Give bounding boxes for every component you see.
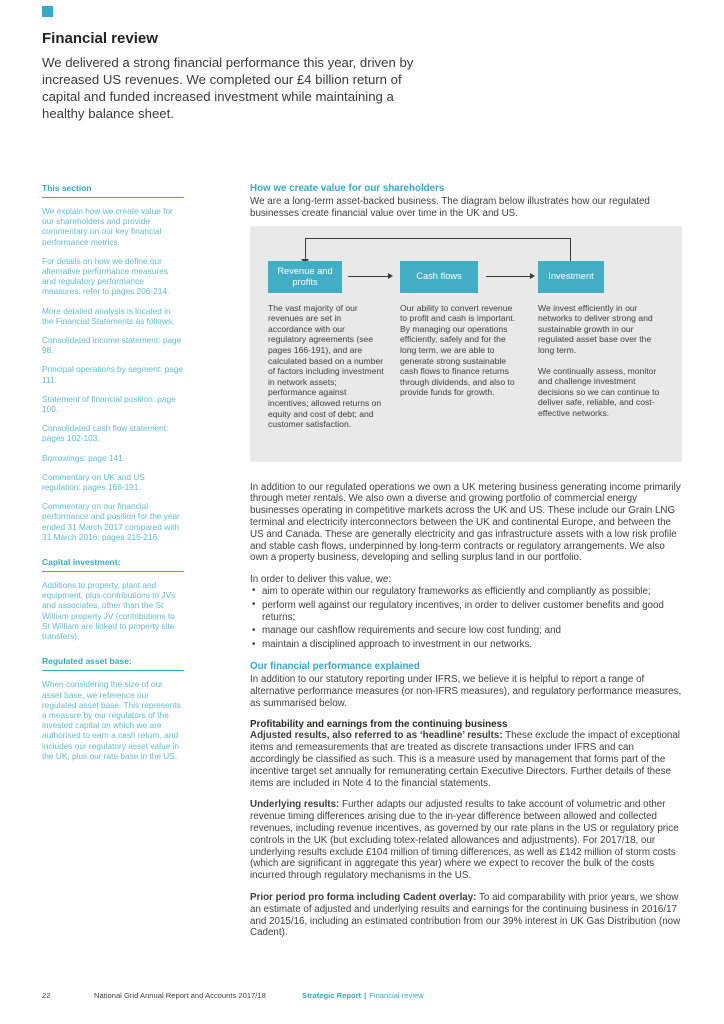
page-footer: [42, 991, 682, 1000]
diagram-box-investment: Investment: [538, 261, 604, 293]
sidebar-heading-capital-investment: Capital investment:: [42, 557, 184, 572]
bullets-intro: In order to deliver this value, we:: [250, 574, 392, 586]
sidebar: [42, 183, 184, 770]
sidebar-capital-text: Additions to property, plant and equipment, plus contributions to JVs and associates, other than the St William property JV (contributions to St William are linked to property site transfers).: [42, 580, 176, 642]
sidebar-note: For details on how we define our alternative performance measures and regulatory performance measures, refer to pages 206-214.: [42, 255, 170, 297]
value-intro: We are a long-term asset-backed business. The diagram below illustrates how our regulated businesses create financial value over time in the UK and US.: [250, 196, 650, 219]
sidebar-note: We explain how we create value for our shareholders and provide commentary on our key financial performance metrics.: [42, 206, 173, 247]
footer-section-label: Strategic Report: [302, 991, 362, 1000]
para-proforma: [250, 892, 682, 939]
page-number: 22: [42, 991, 51, 1000]
para-underlying-results: [250, 799, 682, 882]
sidebar-note: Commentary on our financial performance and position for the year ended 31 March 2017 compared with 31 March 2016: pages 215-216.: [42, 501, 180, 542]
para-adjusted-results: [250, 730, 682, 789]
list-item: • maintain a disciplined approach to investment in our networks.: [250, 639, 682, 651]
sidebar-note: Consolidated cash flow statement: pages 102-103.: [42, 423, 169, 444]
diagram-text-revenue: The vast majority of our revenues are set in accordance with our regulatory agreements (see pages 166-191), and are calculated based on a number of factors including investment in network assets; performance against incentives; allowed returns on equity and cost of debt; and customer satisfaction.: [268, 302, 384, 430]
sidebar-note: Statement of financial position: page 100.: [42, 393, 176, 415]
page-corner-mark: [42, 6, 53, 17]
footer-page-title: Financial review: [369, 991, 424, 1000]
section-heading-performance-explained: Our financial performance explained: [250, 660, 420, 672]
underlying-results-text: Further adapts our adjusted results to take account of volumetric and other revenue timing differences arising due to the in-year difference between allowed and collected revenues, including revenue incentives, as governed by our rate plans in the US or regulatory price controls in the UK (but excluding totex-related allowances and adjustments). For 2017/18, our underlying results exclude £104 million of timing differences, as well as £142 million of storm costs (which are significant in aggregate this year) where we expect to recover the bulk of the costs incurred through regulatory mechanisms in the US.: [250, 799, 679, 882]
list-item: • aim to operate within our regulatory frameworks as efficiently and compliantly as possible;: [250, 586, 682, 598]
page-title: Financial review: [42, 30, 158, 47]
section-heading-value-creation: How we create value for our shareholders: [250, 183, 445, 194]
underlying-results-label: Underlying results:: [250, 799, 340, 811]
arrow-right-icon: [348, 276, 388, 277]
list-item: • manage our cashflow requirements and secure low cost funding; and: [250, 625, 682, 637]
proforma-label: Prior period pro forma including Cadent overlay:: [250, 891, 477, 903]
proforma-text: To aid comparability with prior years, we show an estimate of adjusted and underlying results and earnings for the continuing business in 2016/17 and 2015/16, including an estimated contribution from our 39% interest in UK Gas Distribution (now Cadent).: [250, 891, 681, 939]
diagram-text-investment: [538, 303, 664, 429]
para-regulated-operations: In addition to our regulated operations we own a UK metering business generating income primarily through meter rentals. We also own a diverse and growing portfolio of commercial energy businesses operating in competitive markets across the UK and US. These include our Grain LNG terminal and electricity interconnectors between the UK and continental Europe, and between the US and Canada. These are generally electricity and gas infrastructure assets with a low risk profile and stable cash flows, underpinned by long-term contracts or regulatory arrangements. We also own a property business, developing and selling surplus land in our portfolio.: [250, 481, 681, 564]
page-header: [42, 30, 424, 122]
performance-intro: In addition to our statutory reporting under IFRS, we believe it is helpful to report a range of alternative performance measures (or non-IFRS measures), and regulatory performance measures, as summarised below.: [250, 673, 682, 709]
sidebar-note: Consolidated income statement: page 98.: [42, 335, 182, 356]
diagram-box-revenue-and-profits: Revenue and profits: [268, 261, 342, 293]
adjusted-results-text: These exclude the impact of exceptional items and remeasurements that are treated as discrete transactions under IFRS and can accordingly be classified as such. This is a measure used by management that forms part of the incentive target set annually for remunerating certain Executive Directors. Further details of these items are included in Note 4 to the financial statements.: [250, 730, 680, 789]
main-column: [250, 183, 682, 949]
footer-separator: |: [364, 991, 367, 1000]
sidebar-note: More detailed analysis is located in the Financial Statements as follows;: [42, 305, 175, 326]
subheading-profitability: Profitability and earnings from the continuing business: [250, 719, 508, 731]
footer-report-name: National Grid Annual Report and Accounts 2017/18: [94, 991, 266, 1000]
sidebar-note: Borrowings: page 141.: [42, 452, 126, 463]
value-creation-diagram: [250, 226, 682, 462]
page-intro: We delivered a strong financial performance this year, driven by increased US revenues. We completed our £4 billion return of capital and funded increased investment while maintaining a healthy balance sheet.: [42, 55, 414, 121]
adjusted-results-label: Adjusted results, also referred to as ‘headline’ results:: [250, 730, 503, 742]
arrow-right-icon: [486, 276, 530, 277]
feedback-loop-arrow: [305, 238, 571, 261]
diagram-text-investment-p2: We continually assess, monitor and challenge investment decisions so we can continue to deliver safe, reliable, and cost-effective networks.: [538, 365, 660, 418]
sidebar-heading-this-section: This section: [42, 183, 184, 198]
sidebar-heading-regulated-asset-base: Regulated asset base:: [42, 656, 184, 671]
sidebar-note: Commentary on UK and US regulation: pages 166-191.: [42, 471, 145, 493]
diagram-text-cash-flows: Our ability to convert revenue to profit and cash is important. By managing our operations efficiently, safely and for the long term, we are able to generate strong sustainable cash flows to finance returns through dividends, and also to provide funds for growth.: [400, 302, 516, 398]
diagram-box-cash-flows: Cash flows: [400, 261, 478, 293]
diagram-text-investment-p1: We invest efficiently in our networks to deliver strong and sustainable growth in our regulated asset base over the long term.: [538, 302, 653, 355]
value-delivery-list: [250, 586, 682, 651]
sidebar-rab-text: When considering the size of our asset base, we reference our regulated asset base. This represents a measure by our regulators of the invested capital on which we are authorised to earn a cash return, and includes our regulatory asset value in the UK, plus our rate base in the US.: [42, 679, 181, 761]
list-item: • perform well against our regulatory incentives, in order to deliver customer benefits and good returns;: [250, 600, 682, 624]
sidebar-note: Principal operations by segment: page 111.: [42, 364, 184, 385]
